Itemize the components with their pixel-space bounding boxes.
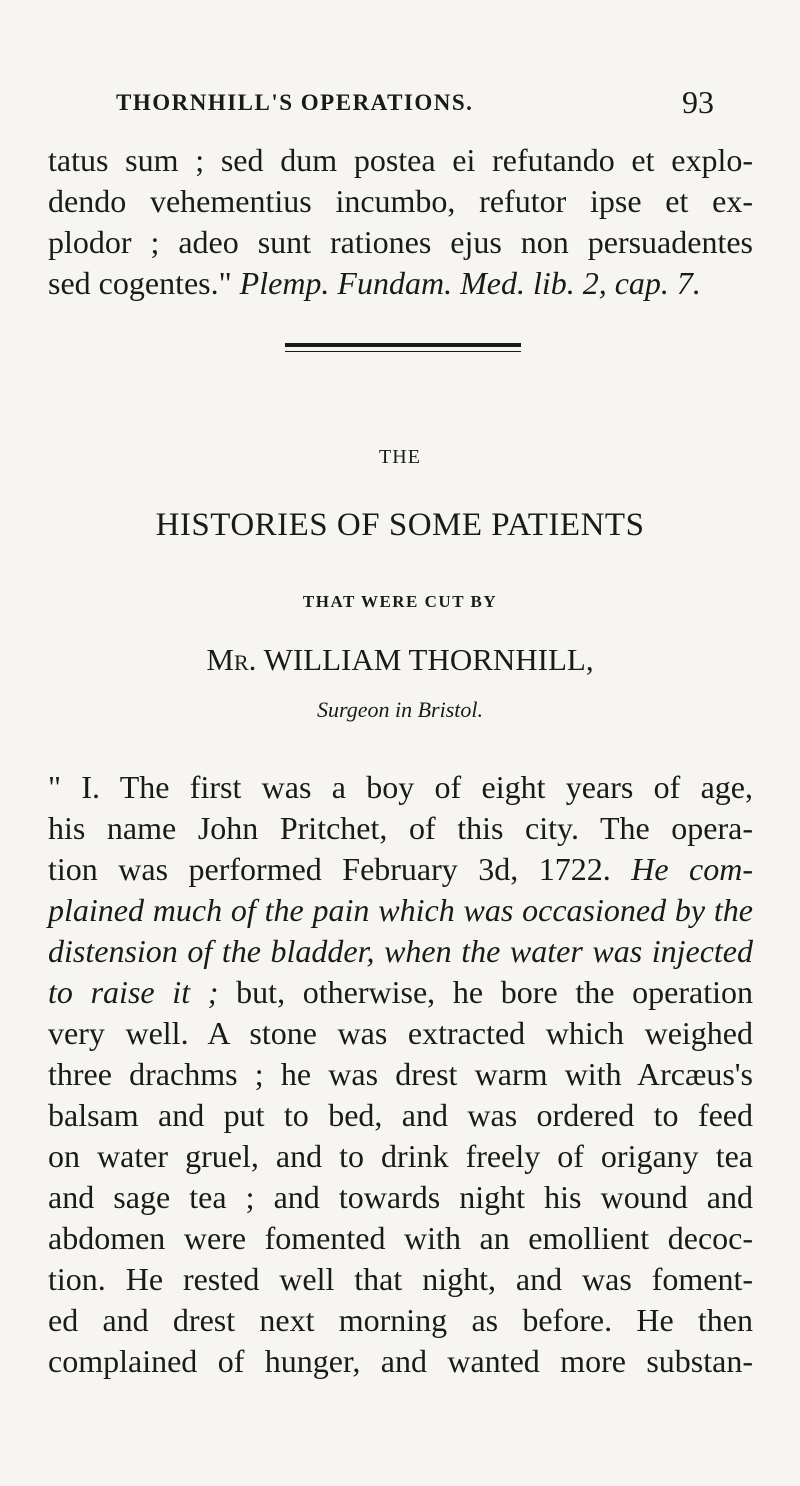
section-subtitle: THAT WERE CUT BY: [302, 592, 498, 611]
body-text: tion was performed February 3d, 1722.: [48, 851, 611, 887]
author-name: WILLIAM THORNHILL,: [263, 642, 594, 677]
body-italic: to raise it ;: [48, 974, 219, 1010]
body-line: [48, 849, 753, 889]
body-line-italic: [48, 931, 753, 971]
body-italic: plained much of the pain which was occasioned by the: [48, 892, 753, 928]
quote-line: dendo vehementius incumbo, refutor ipse et ex-: [48, 183, 753, 219]
section-author: [0, 642, 800, 678]
section-rule-thin: [285, 351, 521, 352]
body-line: very well. A stone was extracted which weighed: [48, 1015, 753, 1051]
quote-end: sed cogentes.": [48, 265, 232, 301]
quote-line: tatus sum ; sed dum postea ei refutando et explo-: [48, 142, 753, 178]
body-line: and sage tea ; and towards night his wound and: [48, 1179, 753, 1215]
body-line: tion. He rested well that night, and was foment-: [48, 1261, 753, 1297]
body-line-italic: [48, 890, 753, 930]
body-line: " I. The first was a boy of eight years of age,: [48, 769, 753, 805]
quote-line-last: [48, 263, 753, 303]
section-kicker: THE: [379, 446, 421, 468]
section-rule: [285, 343, 521, 347]
body-line: abdomen were fomented with an emollient decoc-: [48, 1220, 753, 1256]
body-line: three drachms ; he was drest warm with Arcæus's: [48, 1056, 753, 1092]
section-title: HISTORIES OF SOME PATIENTS: [155, 507, 645, 543]
page-number: 93: [682, 84, 714, 120]
body-line: on water gruel, and to drink freely of origany tea: [48, 1138, 753, 1174]
body-line: complained of hunger, and wanted more substan-: [48, 1343, 753, 1379]
body-italic: distension of the bladder, when the water was injected: [48, 933, 753, 969]
author-affiliation: Surgeon in Bristol.: [316, 697, 484, 722]
citation: Plemp. Fundam. Med. lib. 2, cap. 7.: [239, 265, 701, 301]
body-line: his name John Pritchet, of this city. The opera-: [48, 810, 753, 846]
quote-line: plodor ; adeo sunt rationes ejus non persuadentes: [48, 224, 753, 260]
running-head: THORNHILL'S OPERATIONS.: [116, 90, 474, 115]
author-prefix: Mr.: [206, 642, 257, 677]
body-italic: He com-: [631, 851, 753, 887]
body-line: ed and drest next morning as before. He then: [48, 1302, 753, 1338]
body-line: balsam and put to bed, and was ordered to feed: [48, 1097, 753, 1133]
body-text: but, otherwise, he bore the operation: [236, 974, 754, 1010]
body-line: [48, 972, 753, 1012]
